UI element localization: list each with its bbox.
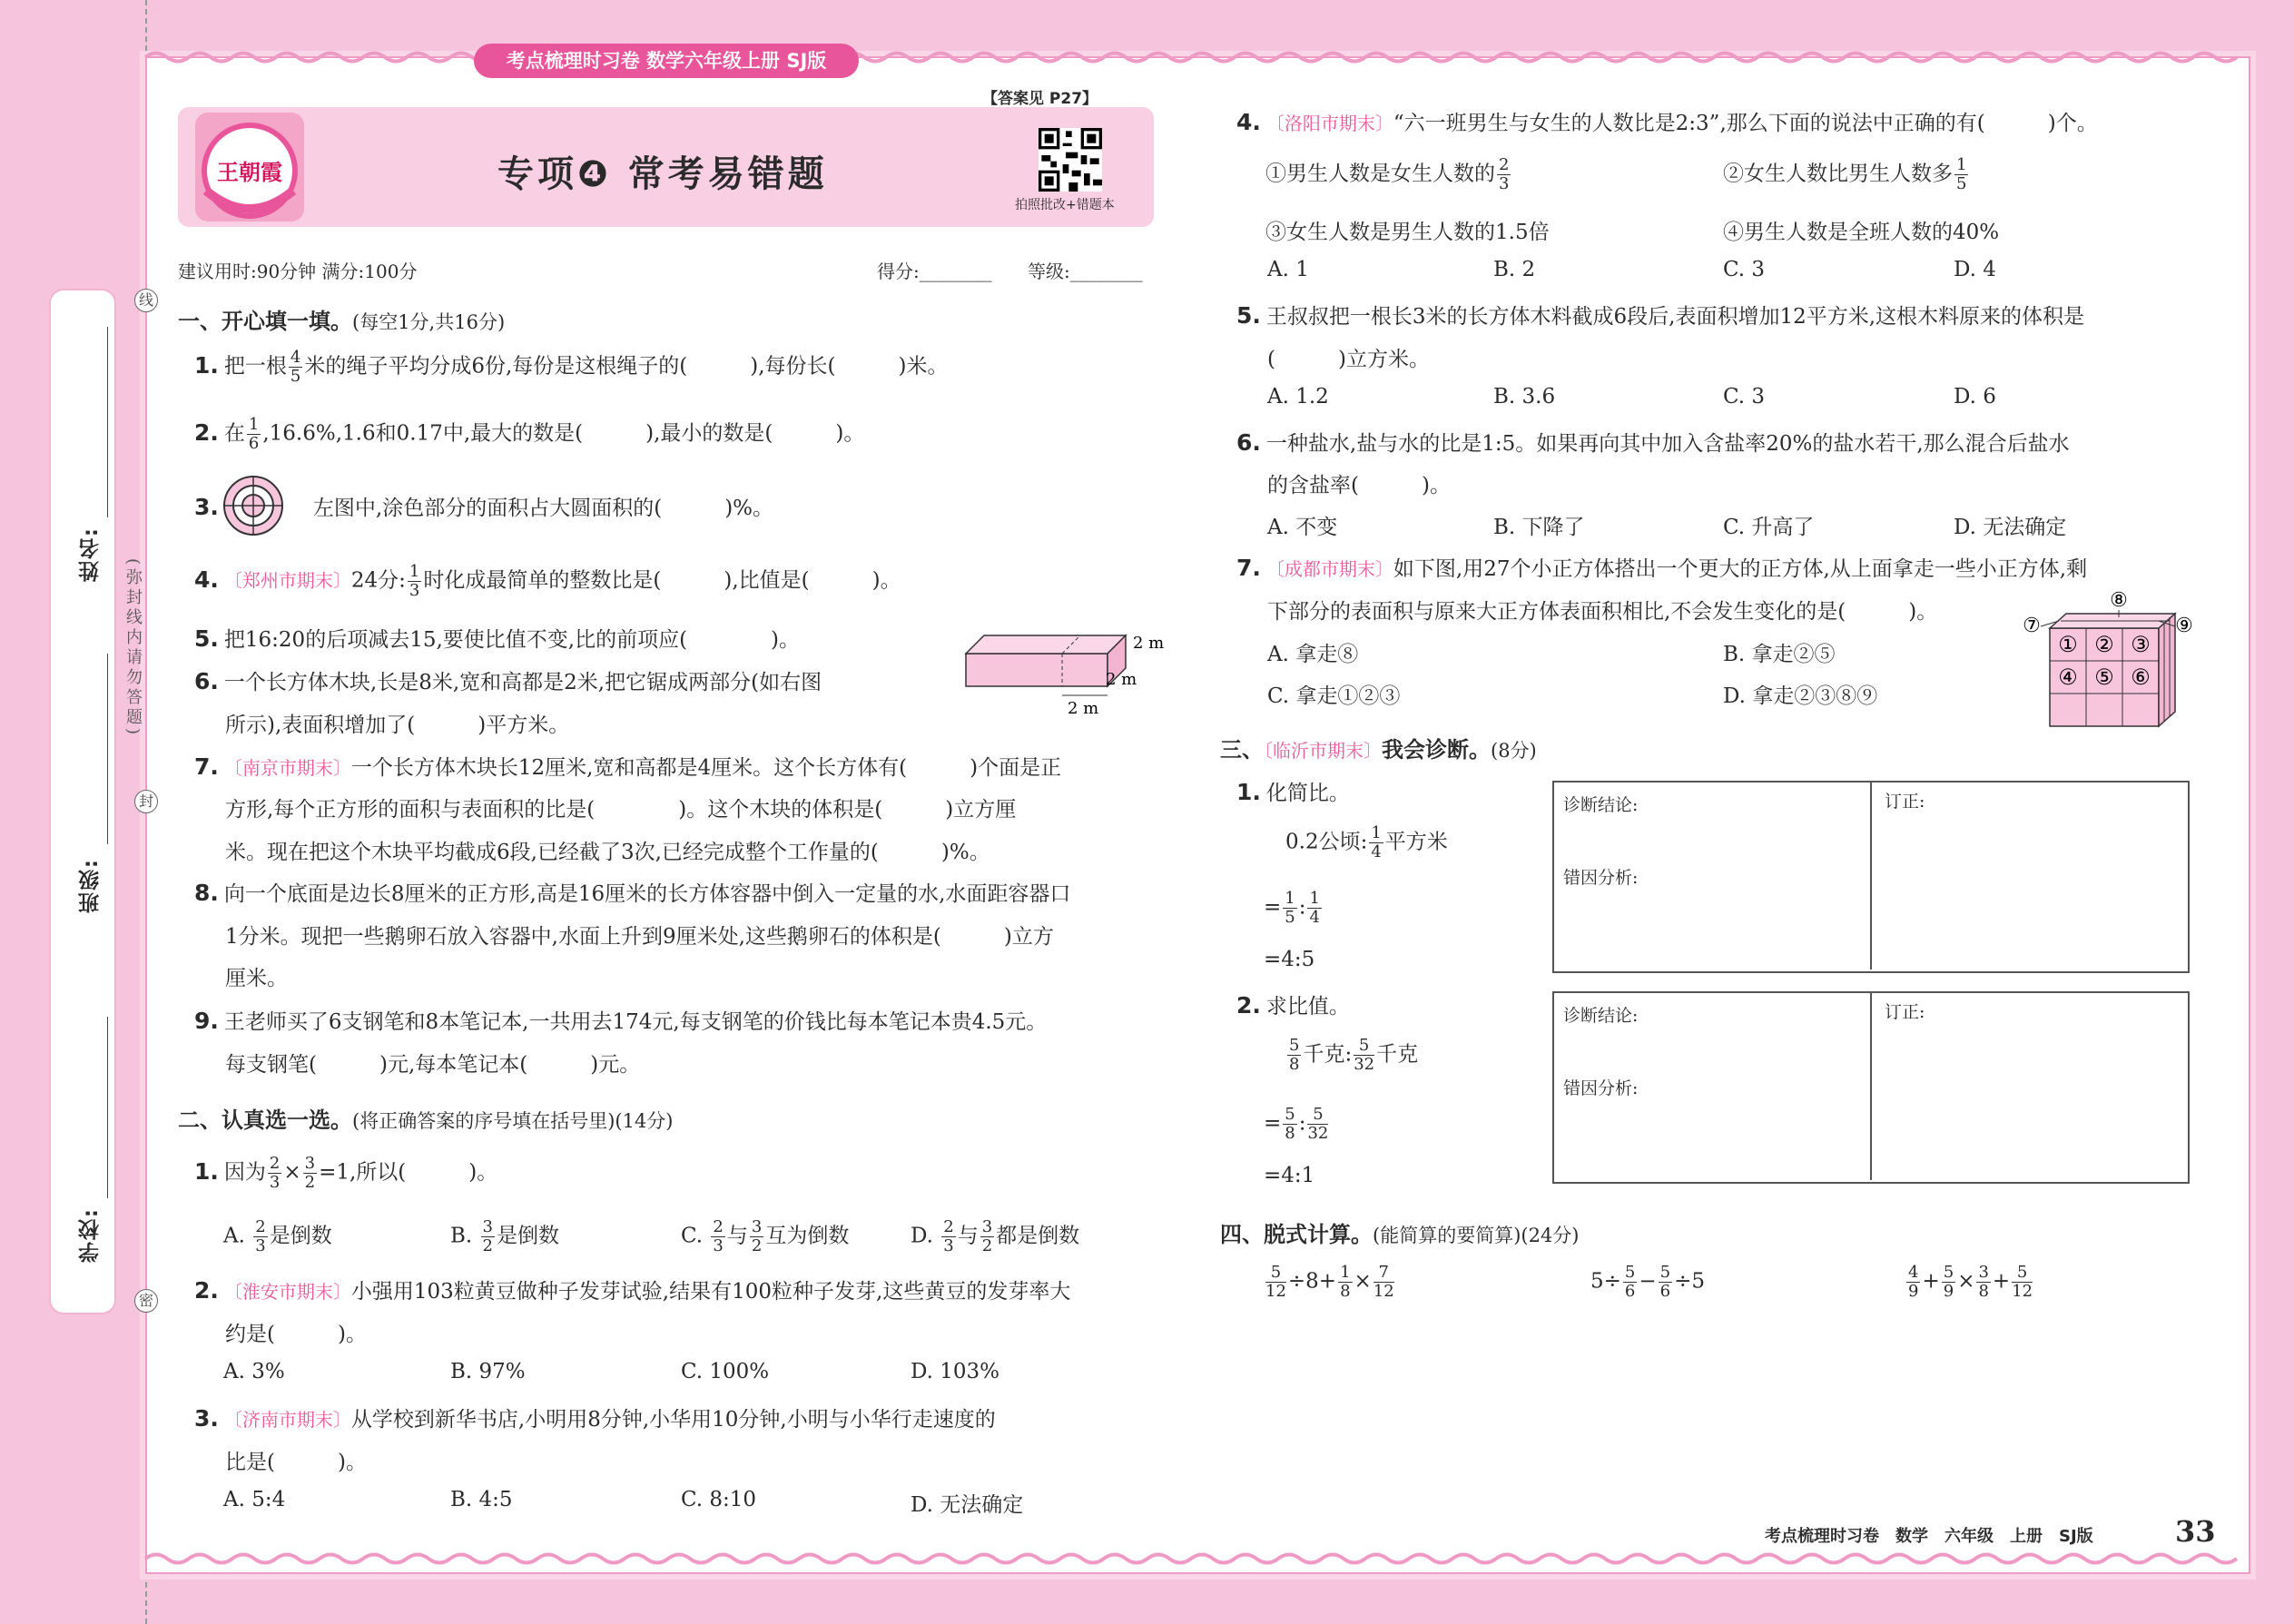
section3-heading: 三、 [1220, 737, 1264, 763]
r-q5-option-c[interactable]: C. 3 [1723, 385, 1766, 408]
grade-field[interactable]: 等级:________ [1028, 261, 1143, 282]
source-tag: 〔洛阳市期末〕 [1265, 113, 1393, 134]
cube-label: ④ [2058, 664, 2078, 690]
q-number: 3. [194, 1405, 219, 1432]
s3-q2-line1: $\frac{5}{8}$ 千克: $\frac{5}{32}$ 千克 [1289, 1036, 1419, 1074]
footer-series: 考点梳理时习卷 数学 六年级 上册 SJ版 [1765, 1527, 2093, 1546]
fix-label: 订正: [1885, 792, 1925, 812]
s1-q9: 9. 王老师买了6支钢笔和8本笔记本,一共用去174元,每支钢笔的价钱比每本笔记本贵4.5元。 [194, 1008, 1048, 1034]
q-number: 5. [1236, 302, 1261, 329]
s2-q1: 1. 因为 $\frac{2}{3}$ × $\frac{3}{2}$ =1,所以( )。 [194, 1154, 498, 1192]
s2-q1-option-a[interactable]: A. $\frac{2}{3}$ 是倒数 [223, 1217, 332, 1255]
s1-q6-cont: 所示),表面积增加了( )平方米。 [225, 714, 570, 737]
s1-q8-line3: 厘米。 [225, 967, 288, 990]
source-tag: 〔济南市期末〕 [223, 1409, 351, 1431]
r-q6-line2: 的含盐率( )。 [1267, 474, 1451, 497]
cube-label: ⑧ [2110, 589, 2128, 612]
s1-q8-line2: 1分米。现把一些鹅卵石放入容器中,水面上升到9厘米处,这些鹅卵石的体积是( )立方 [225, 925, 1054, 949]
calc-expr-2: 5÷ $\frac{5}{6}$ − $\frac{5}{6}$ ÷5 [1590, 1263, 1705, 1301]
r-q7: 7. 〔成都市期末〕如下图,用27个小正方体搭出一个更大的正方体,从上面拿走一些小正方体,剩 [1236, 555, 2088, 581]
page-title: 专项❹ 常考易错题 [497, 153, 828, 195]
q-number: 1. [1236, 779, 1261, 805]
r-q4-item1: ①男生人数是女生人数的 $\frac{2}{3}$ [1265, 155, 1510, 193]
s2-q3-line2: 比是( )。 [225, 1451, 367, 1474]
s2-q1-option-c[interactable]: C. $\frac{2}{3}$ 与 $\frac{3}{2}$ 互为倒数 [681, 1217, 850, 1255]
dim-label: 2 m [1068, 699, 1099, 718]
s1-q7-line2: 方形,每个正方形的面积与表面积的比是( )。这个木块的体积是( )立方厘 [225, 798, 1017, 822]
err-label: 错因分析: [1563, 1078, 1639, 1098]
r-q6: 6. 一种盐水,盐与水的比是1:5。如果再向其中加入含盐率20%的盐水若干,那么混合后盐水 [1236, 429, 2070, 456]
s1-q1: 1. 把一根 $\frac{4}{5}$ 米的绳子平均分成6份,每份是这根绳子的( ),每份长( )米。 [194, 348, 949, 386]
q-number: 6. [1236, 429, 1261, 456]
r-q4-item4: ④男生人数是全班人数的40% [1723, 221, 2000, 244]
cube-label: ⑦ [2023, 615, 2041, 637]
answer-ref: 【答案见 P27】 [982, 90, 1098, 108]
r-q4: 4. 〔洛阳市期末〕“六一班男生与女生的人数比是2:3”,那么下面的说法中正确的有( )个。 [1236, 109, 2098, 135]
s1-q2: 2. 在 $\frac{1}{6}$ ,16.6%,1.6和0.17中,最大的数是( ),最小的数是( )。 [194, 415, 865, 453]
section1-title [178, 303, 505, 335]
s1-q7-line3: 米。现在把这个木块平均截成6段,已经截了3次,已经完成整个工作量的( )%。 [225, 841, 990, 864]
r-q5-option-d[interactable]: D. 6 [1954, 385, 1996, 408]
r-q4-option-a[interactable]: A. 1 [1267, 258, 1309, 281]
r-q5: 5. 王叔叔把一根长3米的长方体木料截成6段后,表面积增加12平方米,这根木料原来的体积是 [1236, 302, 2085, 329]
s2-q2: 2. 〔淮安市期末〕小强用103粒黄豆做种子发芽试验,结果有100粒种子发芽,这些黄豆的发芽率大 [194, 1277, 1071, 1304]
cube-figure [2024, 590, 2192, 728]
s2-q3-option-d[interactable]: D. 无法确定 [911, 1493, 1024, 1517]
fraction: $\frac{4}{5}$ [290, 348, 301, 386]
calc-expr-3: $\frac{4}{9}$ + $\frac{5}{9}$ × $\frac{3}{8}$ + $\frac{5}{12}$ [1908, 1263, 2033, 1301]
s1-q8: 8. 向一个底面是边长8厘米的正方形,高是16厘米的长方体容器中倒入一定量的水,水面距容器口 [194, 880, 1071, 906]
q-number: 6. [194, 668, 219, 694]
s3-q1-line1: 0.2公顷: $\frac{1}{4}$ 平方米 [1285, 823, 1448, 861]
section4-title [1220, 1216, 1580, 1248]
s3-q1-line3: =4:5 [1264, 948, 1315, 971]
q-number: 1. [194, 1157, 219, 1185]
s2-q1-option-b[interactable]: B. $\frac{3}{2}$ 是倒数 [450, 1217, 559, 1255]
qr-caption: 拍照批改+错题本 [1015, 198, 1115, 212]
s2-q2-option-b[interactable]: B. 97% [450, 1360, 526, 1383]
cube-label: ⑤ [2094, 664, 2114, 690]
r-q6-option-a[interactable]: A. 不变 [1267, 516, 1338, 539]
s1-q4: 4. 〔郑州市期末〕24分: $\frac{1}{3}$ 时化成最简单的整数比是( ),比值是( )。 [194, 562, 901, 600]
name-line[interactable] [107, 327, 108, 517]
page-number: 33 [2175, 1514, 2216, 1549]
section3-title: 三、〔临沂市期末〕我会诊断。(8分) [1220, 737, 1537, 763]
r-q5-option-b[interactable]: B. 3.6 [1493, 385, 1556, 408]
r-q5-line2: ( )立方米。 [1267, 348, 1430, 371]
cube-label: ⑥ [2131, 664, 2151, 690]
s1-q5: 5. 把16:20的后项减去15,要使比值不变,比的前项应( )。 [194, 625, 801, 652]
r-q7-option-d[interactable]: D. 拿走②③⑧⑨ [1723, 684, 1878, 708]
s1-q9-line2: 每支钢笔( )元,每本笔记本( )元。 [225, 1053, 641, 1077]
s2-q2-option-a[interactable]: A. 3% [223, 1360, 285, 1383]
dim-label: 2 m [1106, 670, 1137, 689]
seal-warning: (弥封线内请勿答题) [123, 558, 143, 739]
s2-q2-option-c[interactable]: C. 100% [681, 1360, 770, 1383]
q-number: 2. [1236, 992, 1261, 1019]
section1-note: (每空1分,共16分) [352, 311, 506, 333]
r-q4-option-b[interactable]: B. 2 [1493, 258, 1536, 281]
section2-title [178, 1102, 674, 1134]
r-q4-option-d[interactable]: D. 4 [1954, 258, 1996, 281]
r-q6-option-b[interactable]: B. 下降了 [1493, 516, 1585, 539]
q-number: 2. [194, 1277, 219, 1304]
bottom-wave-border [145, 1550, 2247, 1567]
r-q7-line2: 下部分的表面积与原来大正方体表面积相比,不会发生变化的是( )。 [1267, 600, 1938, 624]
name-label: 姓名: [79, 527, 103, 583]
source-tag: 〔南京市期末〕 [223, 757, 351, 779]
s2-q3: 3. 〔济南市期末〕从学校到新华书店,小明用8分钟,小华用10分钟,小明与小华行走速度的 [194, 1405, 996, 1432]
source-tag: 〔郑州市期末〕 [223, 569, 351, 592]
r-q4-item3: ③女生人数是男生人数的1.5倍 [1265, 221, 1550, 244]
q-number: 9. [194, 1008, 219, 1034]
cuboid-figure [960, 628, 1165, 719]
section2-note: (将正确答案的序号填在括号里)(14分) [352, 1110, 674, 1132]
dim-label: 2 m [1133, 634, 1165, 653]
seal-feng: 封 [134, 790, 158, 813]
r-q6-option-d[interactable]: D. 无法确定 [1954, 516, 2067, 539]
r-q7-option-c[interactable]: C. 拿走①②③ [1267, 684, 1401, 708]
diag-label: 诊断结论: [1563, 1006, 1639, 1026]
q-number: 7. [1236, 555, 1261, 581]
q-number: 7. [194, 753, 219, 780]
s3-q2-line3: =4:1 [1264, 1164, 1315, 1187]
err-label: 错因分析: [1563, 868, 1639, 888]
fraction: $\frac{3}{2}$ [304, 1154, 316, 1192]
source-tag: 〔临沂市期末〕 [1264, 740, 1382, 762]
cube-label: ③ [2131, 632, 2151, 657]
q-number: 1. [194, 351, 219, 379]
box-divider [1870, 993, 1872, 1180]
diag-label: 诊断结论: [1563, 795, 1639, 815]
student-info-strip [51, 290, 114, 1313]
calc-expr-1: $\frac{5}{12}$ ÷8+ $\frac{1}{8}$ × $\frac{7}{12}$ [1265, 1263, 1394, 1301]
s2-q3-option-c[interactable]: C. 8:10 [681, 1488, 757, 1511]
q-number: 2. [194, 418, 219, 446]
school-label: 学校: [79, 1207, 103, 1264]
source-tag: 〔成都市期末〕 [1265, 558, 1393, 580]
s2-q1-option-d[interactable]: D. $\frac{2}{3}$ 与 $\frac{3}{2}$ 都是倒数 [911, 1217, 1080, 1255]
q-number: 3. [194, 494, 219, 520]
s3-q2-line2: = $\frac{5}{8}$ : $\frac{5}{32}$ [1264, 1105, 1329, 1143]
r-q7-option-b[interactable]: B. 拿走②⑤ [1723, 643, 1836, 666]
s2-q2-option-d[interactable]: D. 103% [911, 1360, 999, 1383]
exam-meta: 建议用时:90分钟 满分:100分 [178, 261, 418, 282]
logo-text: 王朝霞 [217, 159, 282, 185]
class-label: 班级: [79, 858, 103, 914]
source-tag: 〔淮安市期末〕 [223, 1281, 351, 1303]
publisher-logo [193, 111, 306, 223]
box-divider [1870, 782, 1872, 969]
q-number: 8. [194, 880, 219, 906]
s2-q2-line2: 约是( )。 [225, 1323, 367, 1346]
q-number: 4. [1236, 109, 1261, 135]
s3-q1-line2: = $\frac{1}{5}$ : $\frac{1}{4}$ [1264, 889, 1320, 927]
r-q4-option-c[interactable]: C. 3 [1723, 258, 1766, 281]
s2-q3-option-b[interactable]: B. 4:5 [450, 1488, 513, 1511]
r-q5-option-a[interactable]: A. 1.2 [1267, 385, 1329, 408]
r-q7-option-a[interactable]: A. 拿走⑧ [1267, 643, 1359, 666]
seal-xian: 线 [134, 289, 158, 312]
fix-label: 订正: [1885, 1002, 1925, 1022]
fraction: $\frac{1}{6}$ [248, 415, 260, 453]
school-line[interactable] [107, 1017, 108, 1198]
section2-heading: 二、认真选一选。 [178, 1107, 352, 1133]
s1-q6: 6. 一个长方体木块,长是8米,宽和高都是2米,把它锯成两部分(如右图 [194, 668, 822, 694]
qr-code[interactable] [1039, 128, 1102, 192]
class-line[interactable] [107, 654, 108, 844]
fraction: $\frac{2}{3}$ [269, 1154, 281, 1192]
series-band: 考点梳理时习卷 数学六年级上册 SJ版 [474, 44, 859, 78]
fraction: $\frac{1}{3}$ [409, 562, 420, 600]
s3-q2: 2. 求比值。 [1236, 992, 1350, 1019]
s1-q3: 3. 左图中,涂色部分的面积占大圆面积的( )%。 [194, 494, 774, 520]
section1-heading: 一、开心填一填。 [178, 309, 352, 334]
cube-label: ⑨ [2175, 615, 2193, 637]
q-number: 4. [194, 566, 219, 593]
r-q4-item2: ②女生人数比男生人数多 $\frac{1}{5}$ [1723, 155, 1967, 193]
cube-label: ② [2094, 632, 2114, 657]
q-number: 5. [194, 625, 219, 652]
seal-mi: 密 [134, 1289, 158, 1313]
r-q6-option-c[interactable]: C. 升高了 [1723, 516, 1815, 539]
score-field[interactable]: 得分:________ [877, 261, 992, 282]
cube-label: ① [2058, 632, 2078, 657]
section4-heading: 四、脱式计算。 [1220, 1222, 1373, 1247]
top-wave-border [145, 49, 2247, 65]
s1-q7: 7. 〔南京市期末〕一个长方体木块长12厘米,宽和高都是4厘米。这个长方体有( )个面是正 [194, 753, 1062, 780]
s3-q1: 1. 化简比。 [1236, 779, 1350, 805]
section4-note: (能简算的要简算)(24分) [1373, 1225, 1580, 1246]
s2-q3-option-a[interactable]: A. 5:4 [223, 1488, 286, 1511]
